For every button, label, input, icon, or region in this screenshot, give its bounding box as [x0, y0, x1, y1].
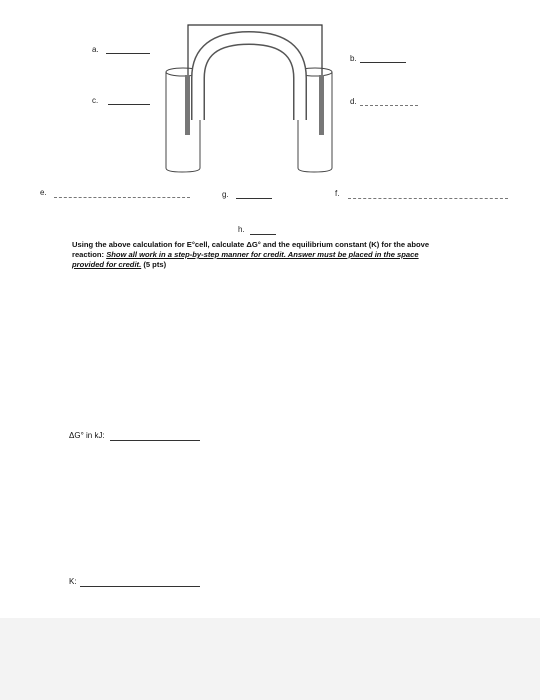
galvanic-cell-diagram: [160, 20, 340, 180]
blank-b[interactable]: [360, 62, 406, 63]
label-h: h.: [238, 225, 245, 234]
question-line-2: [72, 250, 472, 260]
blank-a[interactable]: [106, 53, 150, 54]
label-b: b.: [350, 54, 357, 63]
blank-c[interactable]: [108, 104, 150, 105]
label-a: a.: [92, 45, 99, 54]
blank-d[interactable]: [360, 105, 418, 106]
question-text: [72, 240, 472, 270]
k-label: K:: [69, 577, 77, 586]
blank-g[interactable]: [236, 198, 272, 199]
left-electrode: [185, 75, 190, 135]
delta-g-label: ΔG° in kJ:: [69, 431, 105, 440]
question-line-2-instructions: Show all work in a step-by-step manner for credit. Answer must be placed in the space: [106, 250, 419, 259]
right-electrode: [319, 75, 324, 135]
delta-g-answer-blank[interactable]: [110, 440, 200, 441]
blank-h[interactable]: [250, 234, 276, 235]
label-d: d.: [350, 97, 357, 106]
question-line-3-instructions: provided for credit.: [72, 260, 142, 269]
question-line-3: [72, 260, 472, 270]
question-line-1: Using the above calculation for E°cell, calculate ΔG° and the equilibrium constant (K) for the above: [72, 240, 430, 249]
k-answer-blank[interactable]: [80, 586, 200, 587]
label-g: g.: [222, 190, 229, 199]
question-line-2-prefix: reaction:: [72, 250, 107, 259]
question-points: (5 pts): [141, 260, 167, 269]
label-e: e.: [40, 188, 47, 197]
blank-e[interactable]: [54, 197, 190, 198]
label-f: f.: [335, 189, 340, 198]
blank-f[interactable]: [348, 198, 508, 199]
label-c: c.: [92, 96, 99, 105]
